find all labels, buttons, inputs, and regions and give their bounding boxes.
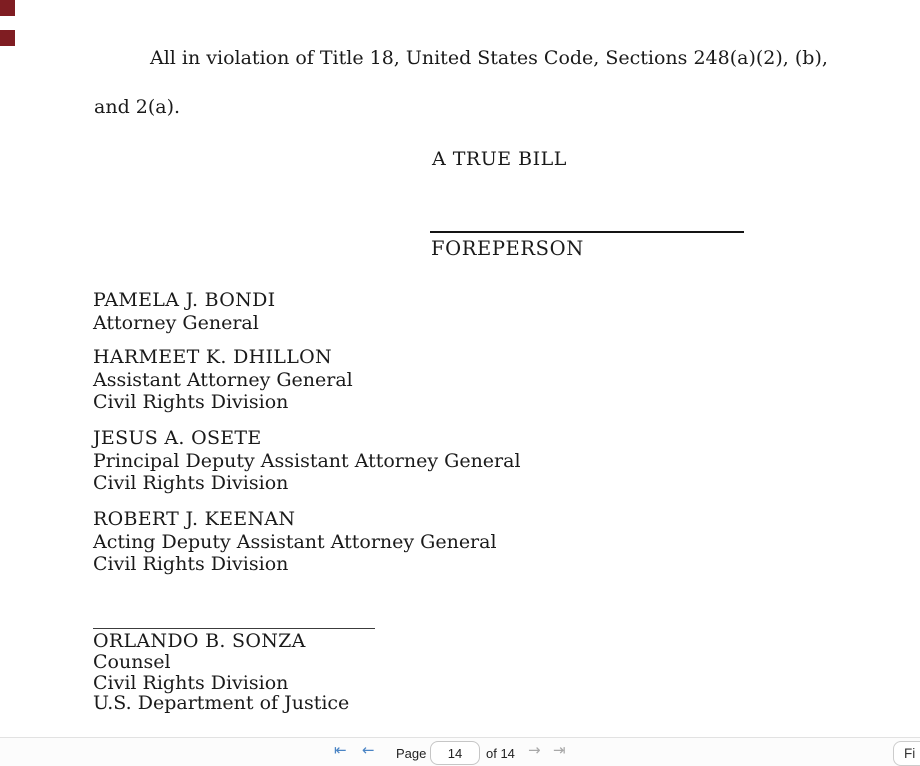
signatory-division: Civil Rights Division	[93, 472, 289, 494]
red-corner-marker-bottom	[0, 30, 15, 46]
last-page-icon: ⇥	[553, 741, 566, 759]
previous-page-button[interactable]	[362, 743, 375, 758]
signatory-name: ORLANDO B. SONZA	[93, 630, 306, 652]
true-bill-heading: A TRUE BILL	[432, 148, 567, 170]
pagination-toolbar	[0, 738, 920, 766]
signatory-name: PAMELA J. BONDI	[93, 289, 276, 311]
signatory-department: U.S. Department of Justice	[93, 692, 350, 715]
violation-paragraph-line1: All in violation of Title 18, United States Code, Sections 248(a)(2), (b),	[150, 47, 828, 69]
signatory-title: Counsel	[93, 650, 171, 673]
signatory-title: Acting Deputy Assistant Attorney General	[93, 530, 497, 553]
signatory-block-dhillon	[93, 346, 353, 414]
page-label: Page	[396, 746, 427, 761]
previous-page-icon: ←	[362, 741, 375, 759]
signatory-division: Civil Rights Division	[93, 671, 289, 694]
signatory-title: Principal Deputy Assistant Attorney General	[93, 449, 521, 472]
next-page-button[interactable]	[528, 743, 541, 758]
signatory-block-bondi	[93, 289, 275, 334]
signatory-block-sonza	[93, 631, 349, 714]
signatory-name: ROBERT J. KEENAN	[93, 508, 296, 530]
page-number-input[interactable]	[430, 741, 480, 765]
signatory-block-osete	[93, 427, 521, 495]
signatory-name: JESUS A. OSETE	[93, 427, 262, 449]
violation-paragraph-line2: and 2(a).	[94, 96, 181, 118]
signatory-title: Assistant Attorney General	[93, 368, 353, 391]
foreperson-label: FOREPERSON	[431, 237, 584, 260]
first-page-icon: ⇤	[334, 741, 347, 759]
signatory-division: Civil Rights Division	[93, 553, 289, 575]
last-page-button[interactable]	[553, 743, 566, 758]
counsel-signature-line	[93, 628, 375, 629]
next-page-icon: →	[528, 741, 541, 759]
signatory-name: HARMEET K. DHILLON	[93, 346, 332, 368]
red-corner-marker-top	[0, 0, 15, 16]
fit-button[interactable]: Fi	[893, 741, 920, 766]
signatory-division: Civil Rights Division	[93, 391, 289, 413]
page-count-label: of 14	[486, 746, 515, 761]
signatory-title: Attorney General	[93, 311, 259, 334]
signatory-block-keenan	[93, 508, 497, 576]
foreperson-signature-line	[430, 231, 744, 233]
first-page-button[interactable]	[334, 743, 347, 758]
